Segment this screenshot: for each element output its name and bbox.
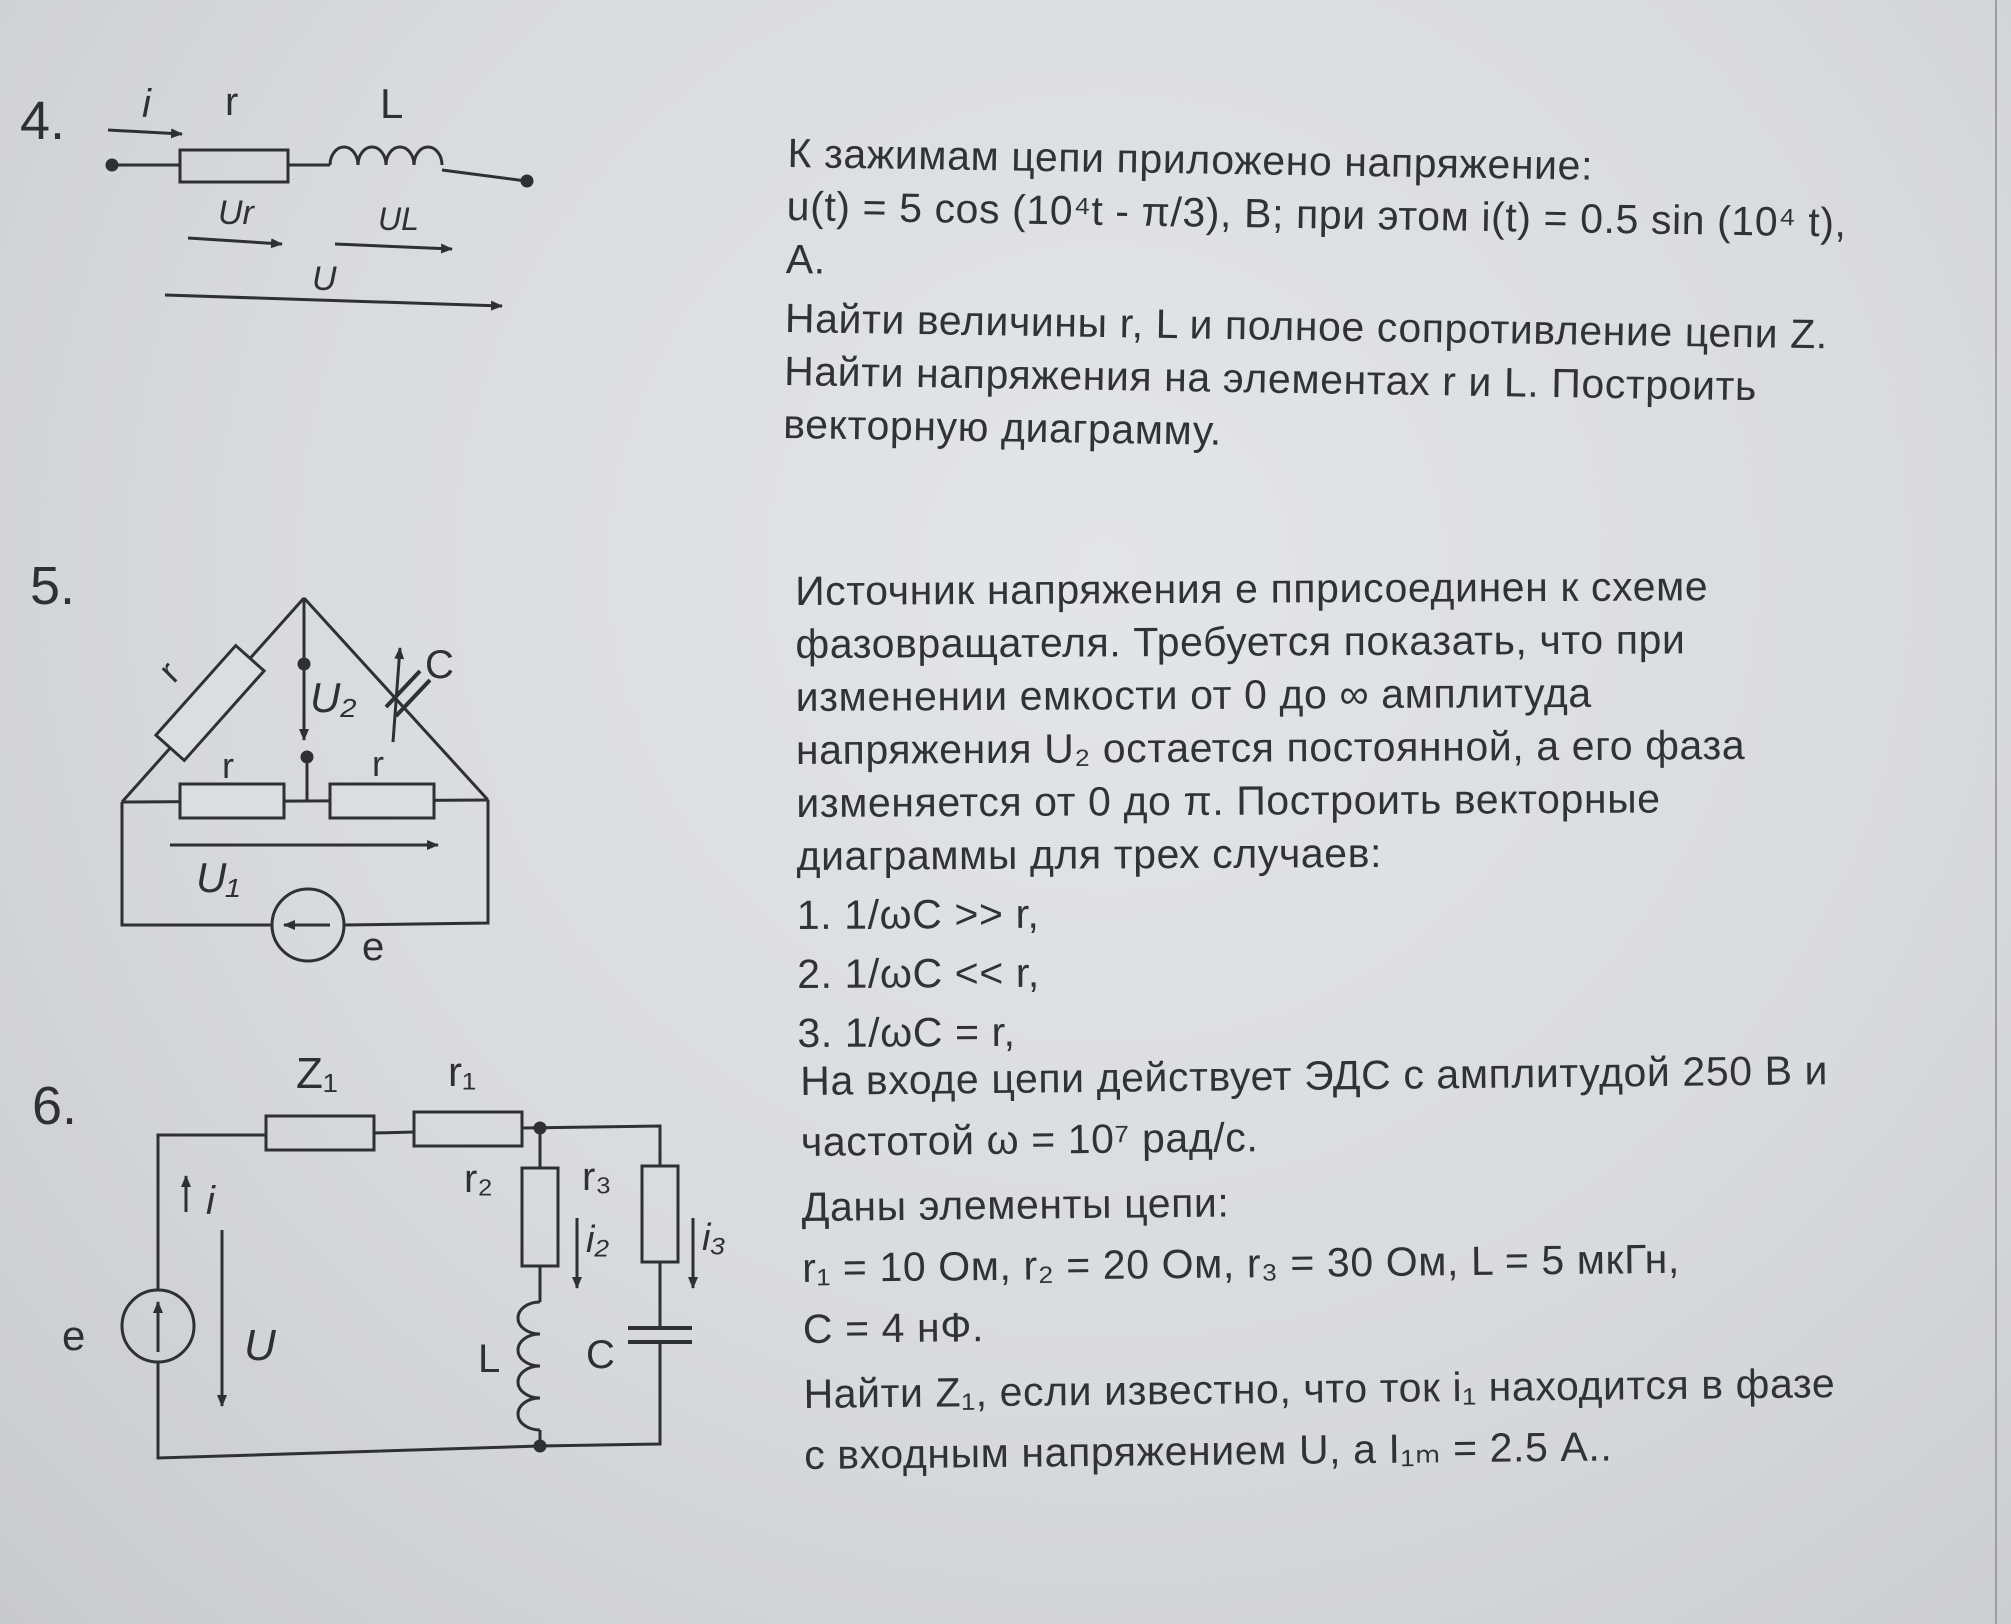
resistor-r-left: [180, 784, 284, 818]
circuit-6: [62, 1048, 726, 1458]
problem-4-number: 4.: [20, 91, 66, 151]
text-line: с входным напряжением U, а I₁ₘ = 2.5 А..: [803, 1423, 1613, 1478]
resistor-r1: [414, 1112, 522, 1146]
circuit-4: [107, 80, 532, 306]
voltage-arrow-ur: [188, 238, 282, 244]
label-e: e: [362, 925, 385, 969]
wire: [374, 1132, 414, 1133]
text-line: напряжения U₂ остается постоянной, а его фаза: [795, 722, 1746, 773]
label-ur: Ur: [218, 194, 254, 232]
label-u2: U₂: [310, 674, 357, 721]
text-line: изменяется от 0 до π. Построить векторные: [796, 775, 1661, 826]
wire: [158, 1342, 660, 1458]
terminal-right: [522, 176, 532, 186]
label-r2: r₂: [464, 1157, 493, 1201]
resistor-r-right: [330, 784, 434, 818]
text-line: На входе цепи действует ЭДС с амплитудой 250 В и: [800, 1047, 1829, 1104]
node: [535, 1441, 545, 1451]
label-i3: i₃: [702, 1217, 726, 1259]
label-r1: r₁: [448, 1048, 477, 1095]
label-u1: U₁: [196, 854, 240, 901]
label-u: U: [244, 1321, 276, 1370]
impedance-z1: [266, 1116, 374, 1150]
label-r3: r₃: [582, 1155, 612, 1199]
text-line: 2. 1/ωC << r,: [797, 949, 1040, 997]
circuit-5: [122, 598, 488, 969]
problem-5-number: 5.: [30, 556, 76, 616]
capacitor-plate: [386, 671, 420, 707]
label-e: e: [62, 1312, 86, 1359]
label-r: r: [225, 80, 239, 124]
label-c: C: [425, 643, 454, 687]
text-line: Даны элементы цепи:: [801, 1179, 1230, 1230]
text-line: 3. 1/ωC = r,: [797, 1008, 1016, 1056]
label-u: U: [312, 260, 337, 298]
text-line: диаграммы для трех случаев:: [796, 829, 1383, 879]
text-line: К зажимам цепи приложено напряжение:: [787, 129, 1594, 189]
label-r-right: r: [372, 743, 384, 784]
node: [299, 659, 309, 669]
text-line: А.: [785, 235, 827, 283]
text-line: фазовращателя. Требуется показать, что при: [795, 616, 1686, 667]
text-line: Источник напряжения е пприсоединен к схеме: [795, 563, 1709, 614]
resistor-r: [180, 150, 288, 182]
label-i: i: [142, 82, 151, 126]
voltage-arrow-ul: [335, 244, 452, 249]
current-arrow-i: [108, 130, 182, 134]
inductor-L: [330, 147, 442, 165]
wire: [442, 170, 526, 181]
resistor-r2: [522, 1168, 558, 1266]
label-i2: i₂: [586, 1219, 609, 1261]
text-line: изменении емкости от 0 до ∞ амплитуда: [795, 669, 1592, 720]
label-C: C: [586, 1333, 615, 1377]
text-line: частотой ω = 10⁷ рад/с.: [800, 1114, 1259, 1165]
label-r-diagonal: r: [150, 652, 188, 691]
resistor-r3: [642, 1166, 678, 1262]
problem-6-number: 6.: [32, 1076, 78, 1136]
label-L: L: [380, 80, 404, 127]
text-line: u(t) = 5 cos (10⁴t - π/3), В; при этом i(t) = 0.5 sin (10⁴ t),: [786, 182, 1847, 246]
label-ul: UL: [378, 201, 419, 237]
label-z1: Z₁: [296, 1049, 338, 1098]
text-line: векторную диаграмму.: [782, 400, 1223, 454]
text-line: С = 4 нФ.: [802, 1304, 985, 1352]
resistor-r-diagonal: [156, 646, 264, 761]
label-r-left: r: [222, 745, 234, 786]
inductor-L: [518, 1302, 540, 1430]
text-line: 1. 1/ωC >> r,: [796, 890, 1040, 938]
text-line: Найти величины r, L и полное сопротивление цепи Z.: [784, 294, 1829, 358]
text-line: Найти Z₁, если известно, что ток i₁ находится в фазе: [803, 1360, 1836, 1417]
text-line: r₁ = 10 Ом, r₂ = 20 Ом, r₃ = 30 Ом, L = 5 мкГн,: [801, 1235, 1681, 1291]
text-line: Найти напряжения на элементах r и L. Построить: [783, 347, 1758, 410]
label-L: L: [478, 1337, 501, 1381]
label-i: i: [206, 1179, 215, 1223]
